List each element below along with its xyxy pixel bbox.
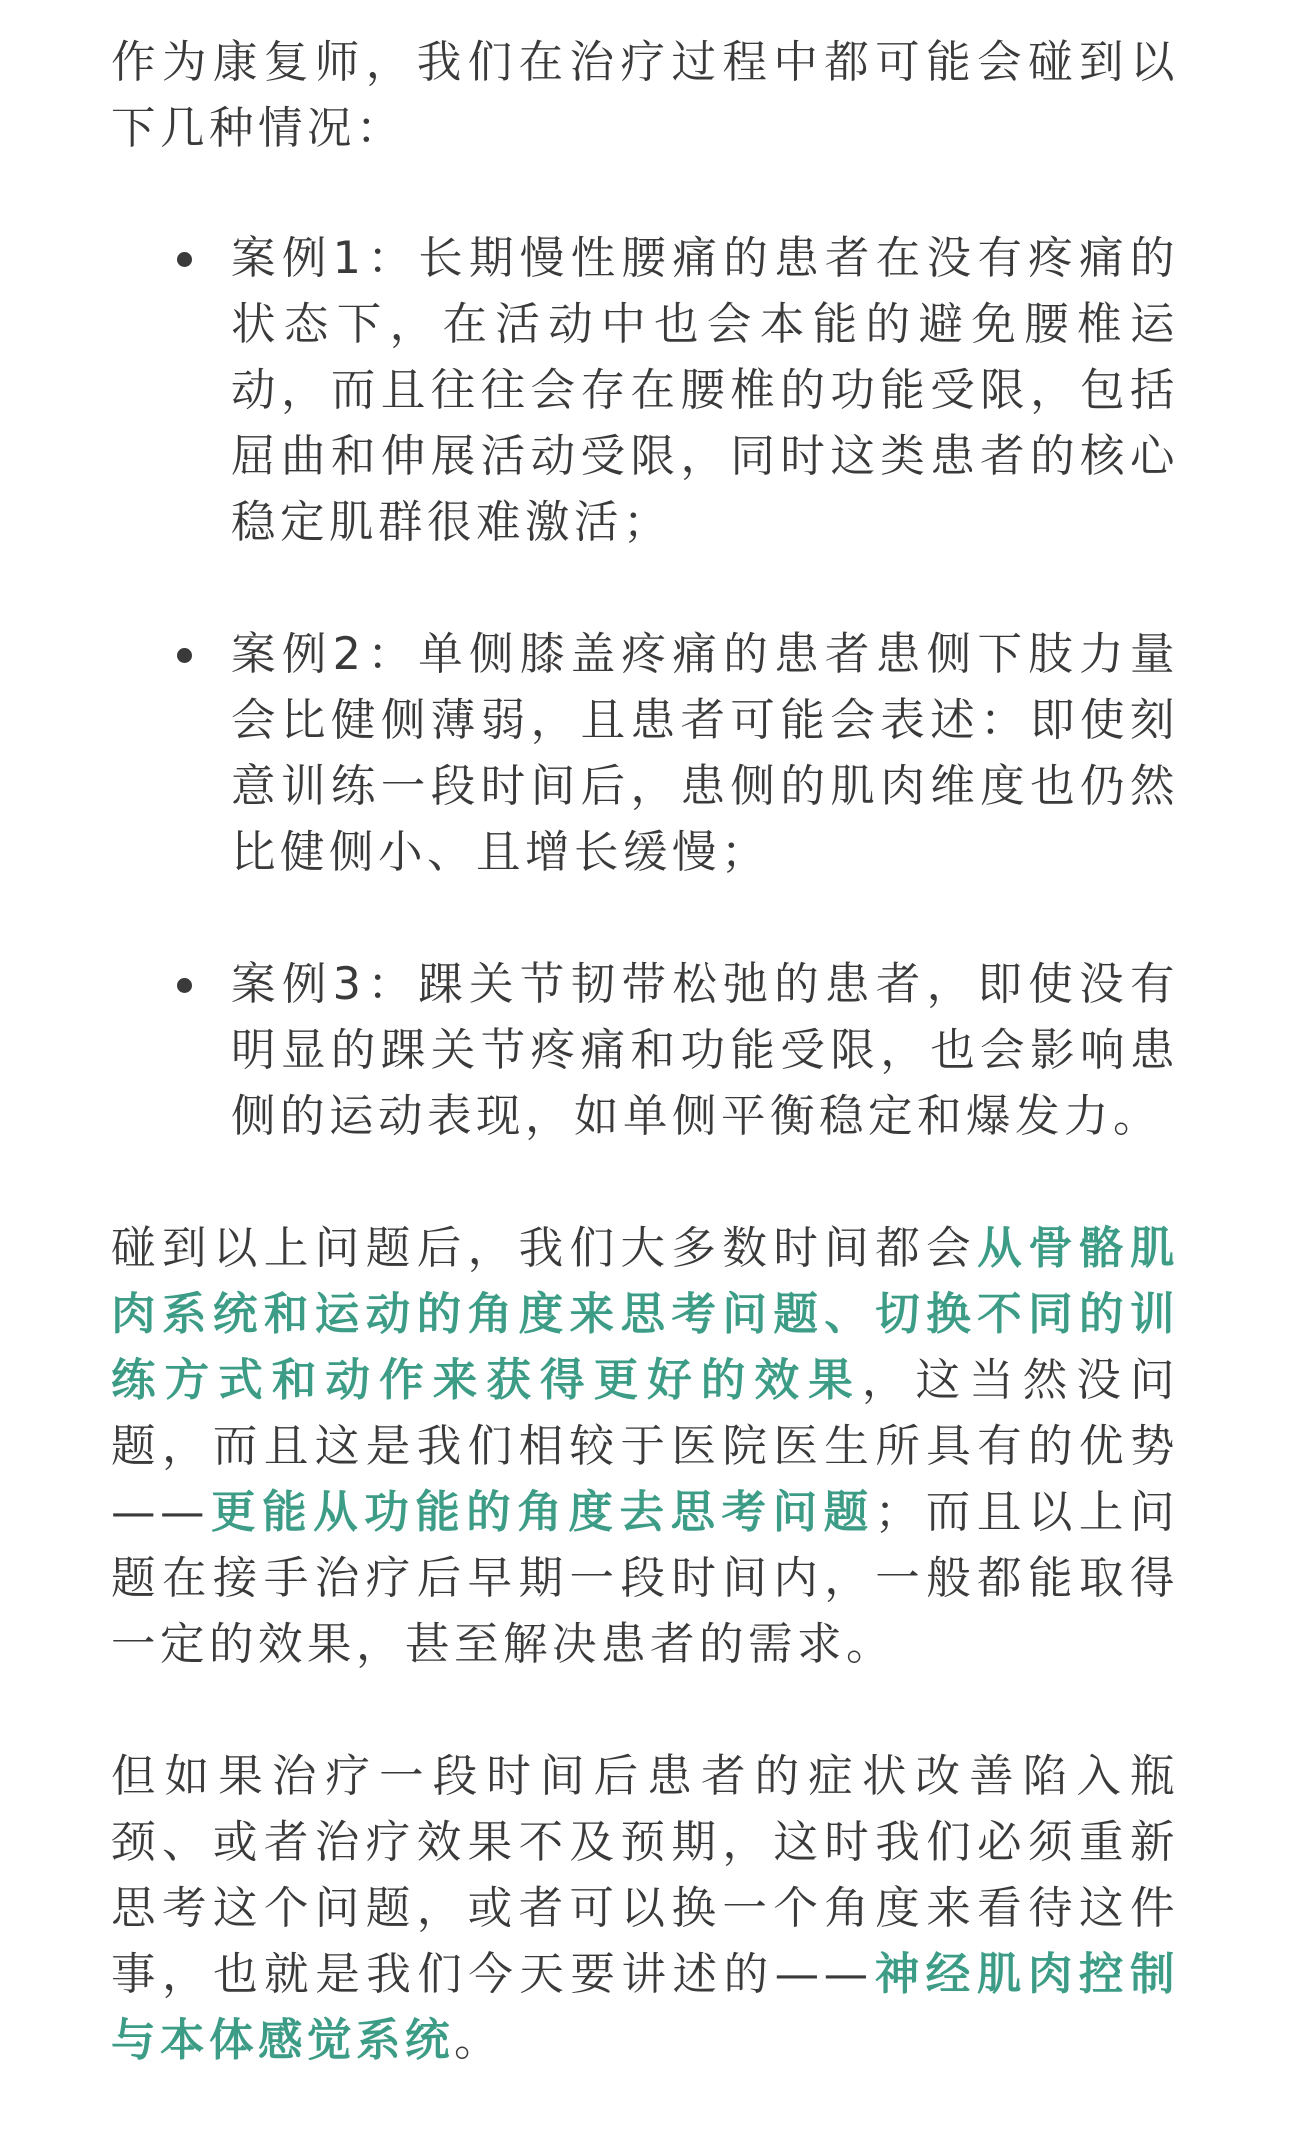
highlight-text: 神经肌肉控制与本体感觉系统 xyxy=(111,1949,1179,2066)
case-label: 案例2： xyxy=(231,629,419,680)
list-item-case-1 xyxy=(111,226,1179,556)
highlight-text: 更能从功能的角度去思考问题 xyxy=(209,1487,875,1538)
article-body xyxy=(111,30,1179,2074)
case-list xyxy=(111,226,1179,1150)
case-text: 单侧膝盖疼痛的患者患侧下肢力量会比健侧薄弱，且患者可能会表述：即使刻意训练一段时间后，患侧的肌肉维度也仍然比健侧小、且增长缓慢； xyxy=(231,629,1179,878)
conclusion-paragraph xyxy=(111,1744,1179,2074)
case-label: 案例3： xyxy=(231,959,419,1010)
paragraph-text: ，这当然没问题，而且这是我们相较于医院医生所具有的优势—— xyxy=(111,1355,1179,1538)
paragraph-text: 碰到以上问题后，我们大多数时间都会 xyxy=(111,1223,978,1274)
paragraph-text: ；而且以上问题在接手治疗后早期一段时间内，一般都能取得一定的效果，甚至解决患者的需求。 xyxy=(111,1487,1179,1670)
highlight-text: 从骨骼肌肉系统和运动的角度来思考问题、切换不同的训练方式和动作来获得更好的效果 xyxy=(111,1223,1179,1406)
bullet-icon xyxy=(177,978,192,993)
analysis-paragraph xyxy=(111,1216,1179,1678)
case-text: 长期慢性腰痛的患者在没有疼痛的状态下，在活动中也会本能的避免腰椎运动，而且往往会存在腰椎的功能受限，包括屈曲和伸展活动受限，同时这类患者的核心稳定肌群很难激活； xyxy=(231,233,1179,548)
case-label: 案例1： xyxy=(231,233,419,284)
list-item-case-3 xyxy=(111,952,1179,1150)
list-item-case-2 xyxy=(111,622,1179,886)
bullet-icon xyxy=(177,252,192,267)
bullet-icon xyxy=(177,648,192,663)
case-text: 踝关节韧带松弛的患者，即使没有明显的踝关节疼痛和功能受限，也会影响患侧的运动表现，如单侧平衡稳定和爆发力。 xyxy=(231,959,1179,1142)
intro-paragraph: 作为康复师，我们在治疗过程中都可能会碰到以下几种情况： xyxy=(111,37,1179,154)
paragraph-text: 。 xyxy=(454,2015,504,2066)
paragraph-text: 但如果治疗一段时间后患者的症状改善陷入瓶颈、或者治疗效果不及预期，这时我们必须重新思考这个问题，或者可以换一个角度来看待这件事，也就是我们今天要讲述的—— xyxy=(111,1751,1179,2000)
